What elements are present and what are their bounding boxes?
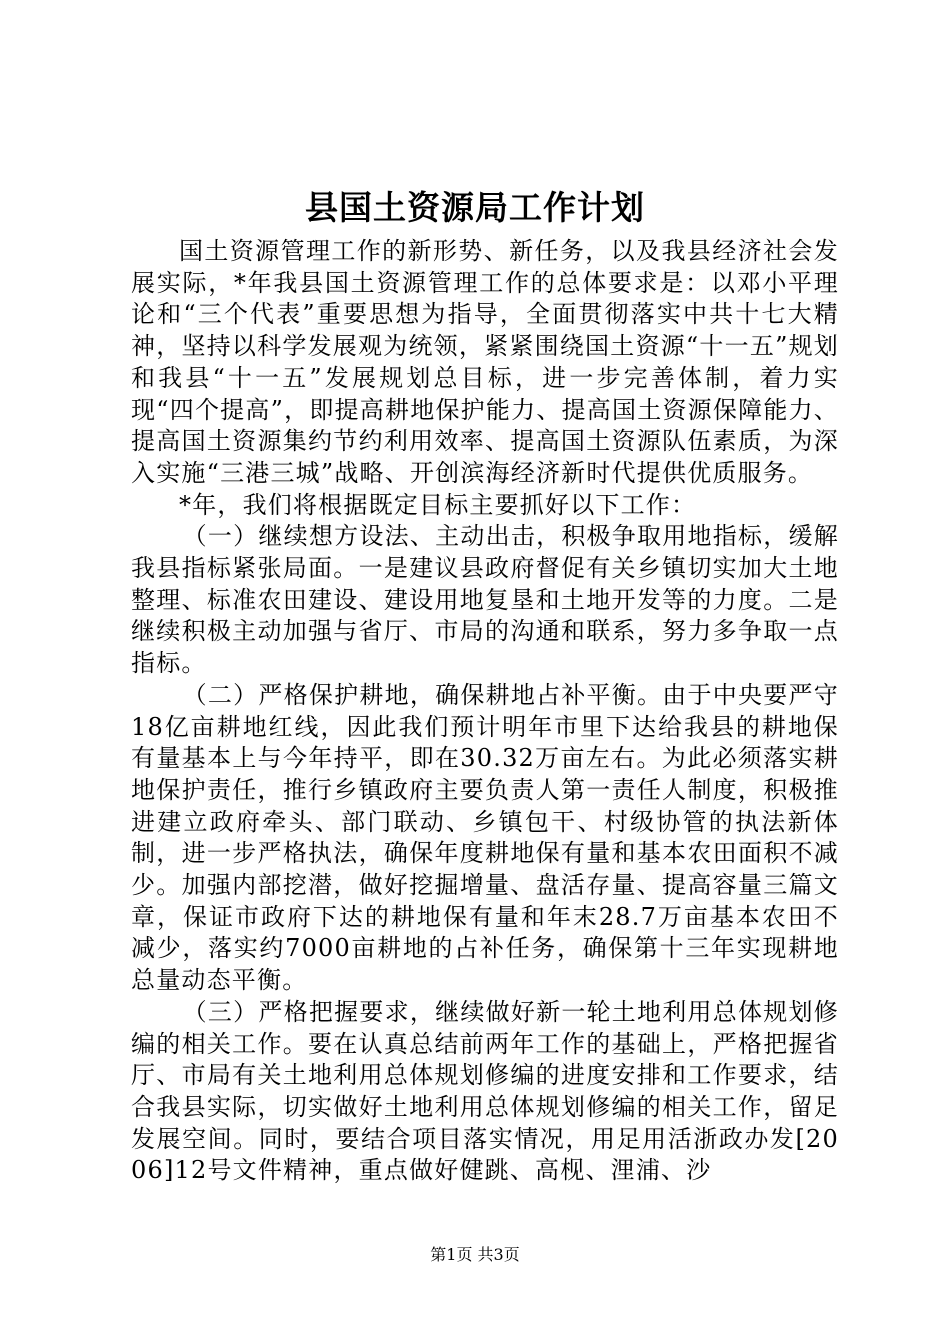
paragraph-item-2: （二）严格保护耕地，确保耕地占补平衡。由于中央要严守18亿亩耕地红线，因此我们预计明年市里下达给我县的耕地保有量基本上与今年持平，即在30.32万亩左右。为此必须落实耕地保护责任，推行乡镇政府主要负责人第一责任人制度，积极推进建立政府牵头、部门联动、乡镇包干、村级协管的执法新体制，进一步严格执法，确保年度耕地保有量和基本农田面积不减少。加强内部挖潜，做好挖掘增量、盘活存量、提高容量三篇文章，保证市政府下达的耕地保有量和年末28.7万亩基本农田不减少，落实约7000亩耕地的占补任务，确保第十三年实现耕地总量动态平衡。 — [131, 680, 839, 995]
page-footer: 第1页 共3页 — [430, 1245, 520, 1264]
document-body — [131, 236, 839, 1187]
paragraph-item-1: （一）继续想方设法、主动出击，积极争取用地指标，缓解我县指标紧张局面。一是建议县政府督促有关乡镇切实加大土地整理、标准农田建设、建设用地复垦和土地开发等的力度。二是继续积极主动加强与省厅、市局的沟通和联系，努力多争取一点指标。 — [131, 522, 839, 678]
document-title: 县国土资源局工作计划 — [305, 188, 645, 227]
paragraph-item-3: （三）严格把握要求，继续做好新一轮土地利用总体规划修编的相关工作。要在认真总结前两年工作的基础上，严格把握省厅、市局有关土地利用总体规划修编的进度安排和工作要求，结合我县实际，切实做好土地利用总体规划修编的相关工作，留足发展空间。同时，要结合项目落实情况，用足用活浙政办发[2006]12号文件精神，重点做好健跳、高枧、浬浦、沙 — [131, 997, 839, 1185]
paragraph-lead: *年，我们将根据既定目标主要抓好以下工作： — [179, 490, 697, 519]
paragraph-intro: 国土资源管理工作的新形势、新任务，以及我县经济社会发展实际，*年我县国土资源管理工作的总体要求是：以邓小平理论和“三个代表”重要思想为指导，全面贯彻落实中共十七大精神，坚持以科学发展观为统领，紧紧围绕国土资源“十一五”规划和我县“十一五”发展规划总目标，进一步完善体制，着力实现“四个提高”，即提高耕地保护能力、提高国土资源保障能力、提高国土资源集约节约利用效率、提高国土资源队伍素质，为深入实施“三港三城”战略、开创滨海经济新时代提供优质服务。 — [131, 237, 839, 487]
